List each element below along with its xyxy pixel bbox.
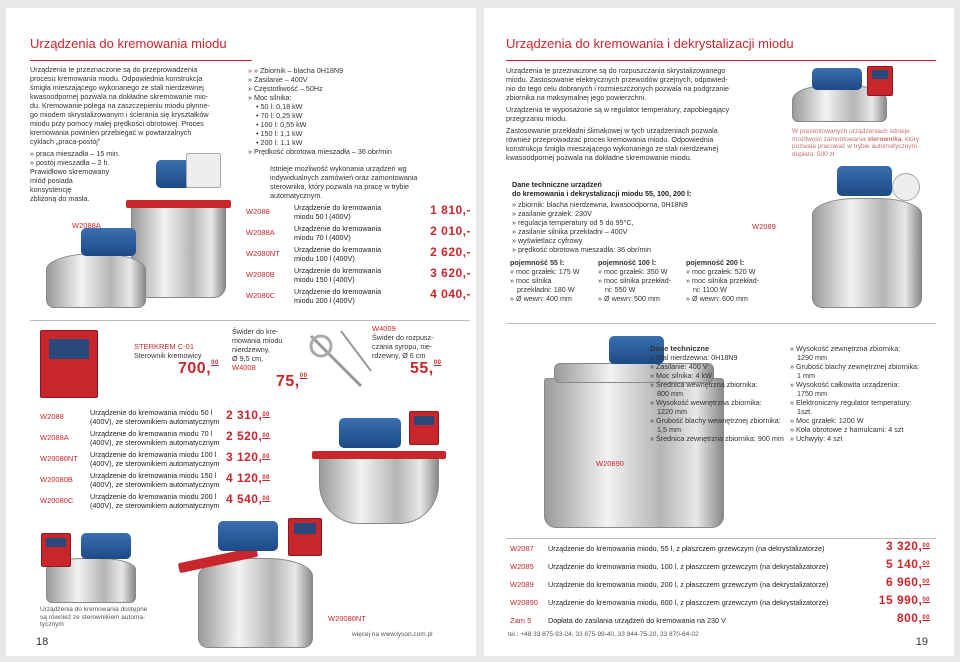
price-main: 15 990, [878,593,923,607]
w4009-price: 55,00 [410,360,442,377]
product-price [896,611,930,625]
product-code: W2080NT [246,249,280,258]
price-main: 6 960, [885,575,923,589]
section-divider [30,320,470,321]
product-row [246,203,471,223]
capacity-line: » moc grzałek: 350 W [598,267,668,276]
product-row [510,540,930,560]
product-row [246,287,471,307]
product-code: W20080B [40,475,73,484]
big-tank-label: W20890 [596,459,624,468]
product-desc [90,472,219,489]
desc-line-1: Urządzenie do kremowania miodu 70 l [90,429,213,438]
price-cents: 00 [262,496,270,502]
page-number-left: 18 [36,636,49,648]
desc-line-2: miodu 200 l (400V) [294,295,355,305]
product-price [885,575,930,589]
product-row [40,471,270,491]
product-desc [294,246,381,263]
decrystallizer-photo [782,66,900,124]
capacity-head: pojemność 200 l: [686,258,745,267]
capacity-columns [510,258,800,308]
product-desc: Urządzenie do kremowania miodu, 200 l, z płaszczem grzewczym (na dekrystalizatorze) [548,580,829,589]
product-code: W2088A [246,228,275,237]
price-main: 2 310, [225,408,263,422]
price-cents: 00 [922,597,930,603]
bottom-creamer-photo-2 [178,513,333,648]
desc-line-1: Urządzenie do kremowania [294,224,382,233]
right-page-title: Urządzenia do kremowania i dekrystalizacji miodu [506,36,794,51]
product-price: 4 040,- [430,287,471,301]
product-code: W2088 [40,412,64,421]
product-code: W2088A [40,433,69,442]
price-cents: 00 [262,475,270,481]
price-cents: 00 [922,615,930,621]
price-main: 4 540, [225,492,263,506]
price-main: 3 120, [225,450,263,464]
product-desc: Urządzenie do kremowania miodu, 55 l, z płaszczem grzewczym (na dekrystalizatorze) [548,544,825,553]
price-cents: 00 [262,412,270,418]
product-row [510,612,930,632]
product-row [40,492,270,512]
tech-data-box: Dane techniczne urządzeń do kremowania i dekrystalizacji miodu 55, 100, 200 l: » zbiornik: blacha nierdzewna, kwasoodporna, 0H18N9 » zasilanie grzałek: 230V » regulacja temperatury od 5 do 95°C, » zasilanie silnika przekładni – 400V » wyświetlacz cyfrowy » prędkość obrotowa mieszadła: 36 obr/min [512,180,692,254]
desc-line-2: miodu 100 l (400V) [294,253,355,263]
capacity-line: » moc silnika przekład- [686,276,760,285]
product-desc [294,288,381,305]
product-price [885,557,930,571]
product-code: W20080C [40,496,74,505]
product-row [510,558,930,578]
product-price [225,408,270,422]
product-price [225,492,270,506]
product-desc: Dopłata do zasilania urządzeń do kremowania na 230 V [548,616,726,625]
capacity-line: » moc silnika [510,276,552,285]
specs-list: » » Zbiornik – blacha 0H18N9 » Zasilanie – 400V » Częstotliwość – 50Hz » Moc silnika: • 50 l: 0,18 kW • 70 l: 0,25 kW • 100 l: 0,55 kW • 150 l: 1,1 kW • 200 l: 1,1 kW » Prędkość obrotowa mieszadła – 36 obr/min [248,66,392,156]
desc-line-2: (400V), ze sterownikiem automatycznym [90,458,220,468]
sterownik-note: W prezentowanych urządzeniach istnieje możliwość zamontowania sterownika, który pozwala pracować w trybie automatycznym - dopłata: 500 zł [792,128,921,158]
product-price: 2 010,- [430,224,471,238]
desc-line-1: Urządzenie do kremowania [294,287,382,296]
custom-order-note: Istnieje możliwość wykonania urządzeń wg indywidualnych zamówień oraz zamontowania sterownika, który pozwala na pracę w trybie automatycznym. [270,164,418,200]
price-cents: 00 [262,433,270,439]
price-cents: 00 [922,543,930,549]
product-code: W2089 [510,580,534,589]
capacity-head: pojemność 55 l: [510,258,565,267]
capacity-line: » moc grzałek: 520 W [686,267,756,276]
product-code: W2087 [510,544,534,553]
right-intro: Urządzenia te przeznaczone są do rozpuszczania skrystalizowanego miodu. Zastosowanie elektrycznych przewodów grzejnych, odpowied- nio do tego celu dobranych i rozmieszczonych pozwala na podgrzanie zbiornika na maksymalnej jego powierzchni. Urządzenia te wyposażone są w regulator temperatury, zapobiegający przegrzaniu miodu. Zastosowanie przekładni ślimakowej w tych urządzeniach pozwala również przeprowadzać proces kremowania miodu. Odpowiednia konstrukcja śmigła mieszającego wykonanego ze stali nierdzewnej kwasoodpornej pozwala na dokładne skremowanie miodu. [506,66,730,162]
sterkrem-sub: Sterownik kremowicy [134,351,202,360]
capacity-line: » Ø wewn: 500 mm [598,294,660,303]
bottom-photo-label: W20080NT [328,614,366,623]
price-main: 5 140, [885,557,923,571]
left-page-title: Urządzenia do kremowania miodu [30,36,227,51]
product-price: 1 810,- [430,203,471,217]
left-page [6,8,476,656]
sterkrem-name: STERKREM C-01 [134,342,195,351]
product-row [510,594,930,614]
price-main: 4 120, [225,471,263,485]
title-rule [30,60,252,61]
page-number-right: 19 [915,636,928,648]
right-divider-2 [506,538,936,539]
product-row [510,576,930,596]
w4009-desc: W4009 Świder do rozpusz- czania syropu, nie- rdzewny, Ø 6 cm [372,324,434,360]
capacity-line: » moc grzałek: 175 W [510,267,580,276]
creamer-200l-photo [782,158,942,318]
product-desc [294,267,381,284]
capacity-column [510,258,600,303]
product-desc [90,409,219,426]
right-page [484,8,954,656]
bottom-creamer-photo-1 [36,528,146,603]
product-code: W20080NT [40,454,78,463]
footer-phone: tel.: +48 33 875-93-24, 33 875-99-40, 33 844-75-20, 33 870-64-02 [508,631,699,638]
automatic-creamer-photo [304,406,454,528]
footer-website[interactable]: więcej na www.lyson.com.pl [352,631,433,638]
sterkrem-controller-photo [40,330,120,400]
price-cents: 00 [922,579,930,585]
product-price [878,593,930,607]
product-desc: Urządzenie do kremowania miodu, 100 l, z płaszczem grzewczym (na dekrystalizatorze) [548,562,829,571]
sterkrem-price: 700,00 [178,360,219,377]
desc-line-2: miodu 50 l (400V) [294,211,351,221]
capacity-line: » Ø wewn: 400 mm [510,294,572,303]
product-price [225,471,270,485]
dane-techniczne-1: Dane techniczne » Stal nierdzewna: 0H18N9 » Zasilanie: 400 V » Moc silnika: 4 kW » Średnica wewnętrzna zbiornika: 800 mm » Wysokość wewnętrzna zbiornika: 1220 mm » Grubość blachy wewnętrznej zbiornika: 1,5 mm » Średnica zewnętrzna zbiornika: 900 mm [650,344,784,443]
tech-label: W2089 [752,222,776,231]
capacity-column [598,258,688,303]
product-code: W2085 [510,562,534,571]
product-price: 3 620,- [430,266,471,280]
product-row [246,266,471,286]
product-code: W2080C [246,291,276,300]
product-code: W2080B [246,270,275,279]
desc-line-1: Urządzenie do kremowania miodu 150 l [90,471,217,480]
product-row [246,224,471,244]
title-rule-right [506,60,936,61]
desc-line-1: Urządzenie do kremowania [294,245,382,254]
product-code: Zam 5 [510,616,532,625]
desc-line-1: Urządzenie do kremowania miodu 200 l [90,492,217,501]
desc-line-2: (400V), ze sterownikiem automatycznym [90,479,220,489]
price-main: 800, [896,611,923,625]
desc-line-2: miodu 70 l (400V) [294,232,351,242]
price-main: 2 520, [225,429,263,443]
product-desc [90,430,219,447]
capacity-head: pojemność 100 l: [598,258,657,267]
w4008-desc: Świder do kre- mowania miodu nierdzewny, Ø 9,5 cm, W4008 [232,327,283,372]
product-price: 2 620,- [430,245,471,259]
desc-line-2: miodu 150 l (400V) [294,274,355,284]
product-desc: Urządzenie do kremowania miodu, 600 l, z płaszczem grzewczym (na dekrystalizatorze) [548,598,829,607]
capacity-line: » moc silnika przekład- [598,276,672,285]
right-divider [506,323,936,324]
product-desc [294,204,381,221]
capacity-line: » Ø wewn: 600 mm [686,294,748,303]
photo-label: W2088A [72,221,101,230]
price-main: 3 320, [885,539,923,553]
dane-techniczne-2: » Wysokość zewnętrzna zbiornika: 1290 mm » Grubość blachy zewnętrznej zbiornika: 1 mm » Wysokość całkowita urządzenia: 1750 mm » Elektroniczny regulator temperatury: 1szt. » Moc grzałek: 1200 W » Koła obrotowe z hamulcami: 4 szt » Uchwyty: 4 szt [790,344,920,443]
price-cents: 00 [262,454,270,460]
product-row [40,429,270,449]
desc-line-1: Urządzenie do kremowania [294,266,382,275]
price-cents: 00 [922,561,930,567]
product-row [40,450,270,470]
product-row [246,245,471,265]
product-code: W2088 [246,207,270,216]
intro-text: Urządzenia te przeznaczone są do przeprowadzenia procesu kremowania miodu. Odpowiednia konstrukcja śmigła mieszającego wykonanego ze stali nierdzewnej kwasoodpornej pozwala na dokładne skremowanie mio- du. Kremowanie polega na zaszczepieniu miodu płynne- go miodem skrystalizowanym i ścierania się kryształków miodu przy pomocy małej prędkości obrotowej. Proces kremowania powinien przebiegać w powtarzalnych cyklach „praca-postój” » praca mieszadła – 15 min. » postój mieszadła – 2 h. Prawidłowo skremowany miód posiada konsystencję zbliżoną do masła. [30,65,210,203]
w4008-price: 75,00 [276,373,308,390]
capacity-line: przekładni: 180 W [517,285,575,294]
desc-line-2: (400V), ze sterownikiem automatycznym [90,500,220,510]
desc-line-2: (400V), ze sterownikiem automatycznym [90,437,220,447]
desc-line-1: Urządzenie do kremowania [294,203,382,212]
capacity-line: ni: 1100 W [693,285,727,294]
product-code: W20890 [510,598,538,607]
right-product-list [510,540,930,632]
product-price [885,539,930,553]
desc-line-2: (400V), ze sterownikiem automatycznym [90,416,220,426]
product-desc [294,225,381,242]
product-row [40,408,270,428]
honey-creamer-photo-2 [46,223,146,308]
capacity-column [686,258,776,303]
auger-drill-icon [301,326,381,396]
product-desc [90,451,219,468]
desc-line-1: Urządzenie do kremowania miodu 100 l [90,450,217,459]
product-list-basic [246,203,471,313]
capacity-line: ni: 550 W [605,285,636,294]
product-price [225,450,270,464]
product-price [225,429,270,443]
bottom-caption: Urządzenia do kremowania dostępne są również ze sterownikiem automa-tycznym [40,606,148,628]
desc-line-1: Urządzenie do kremowania miodu 50 l [90,408,213,417]
product-list-automatic [40,408,270,518]
product-desc [90,493,219,510]
